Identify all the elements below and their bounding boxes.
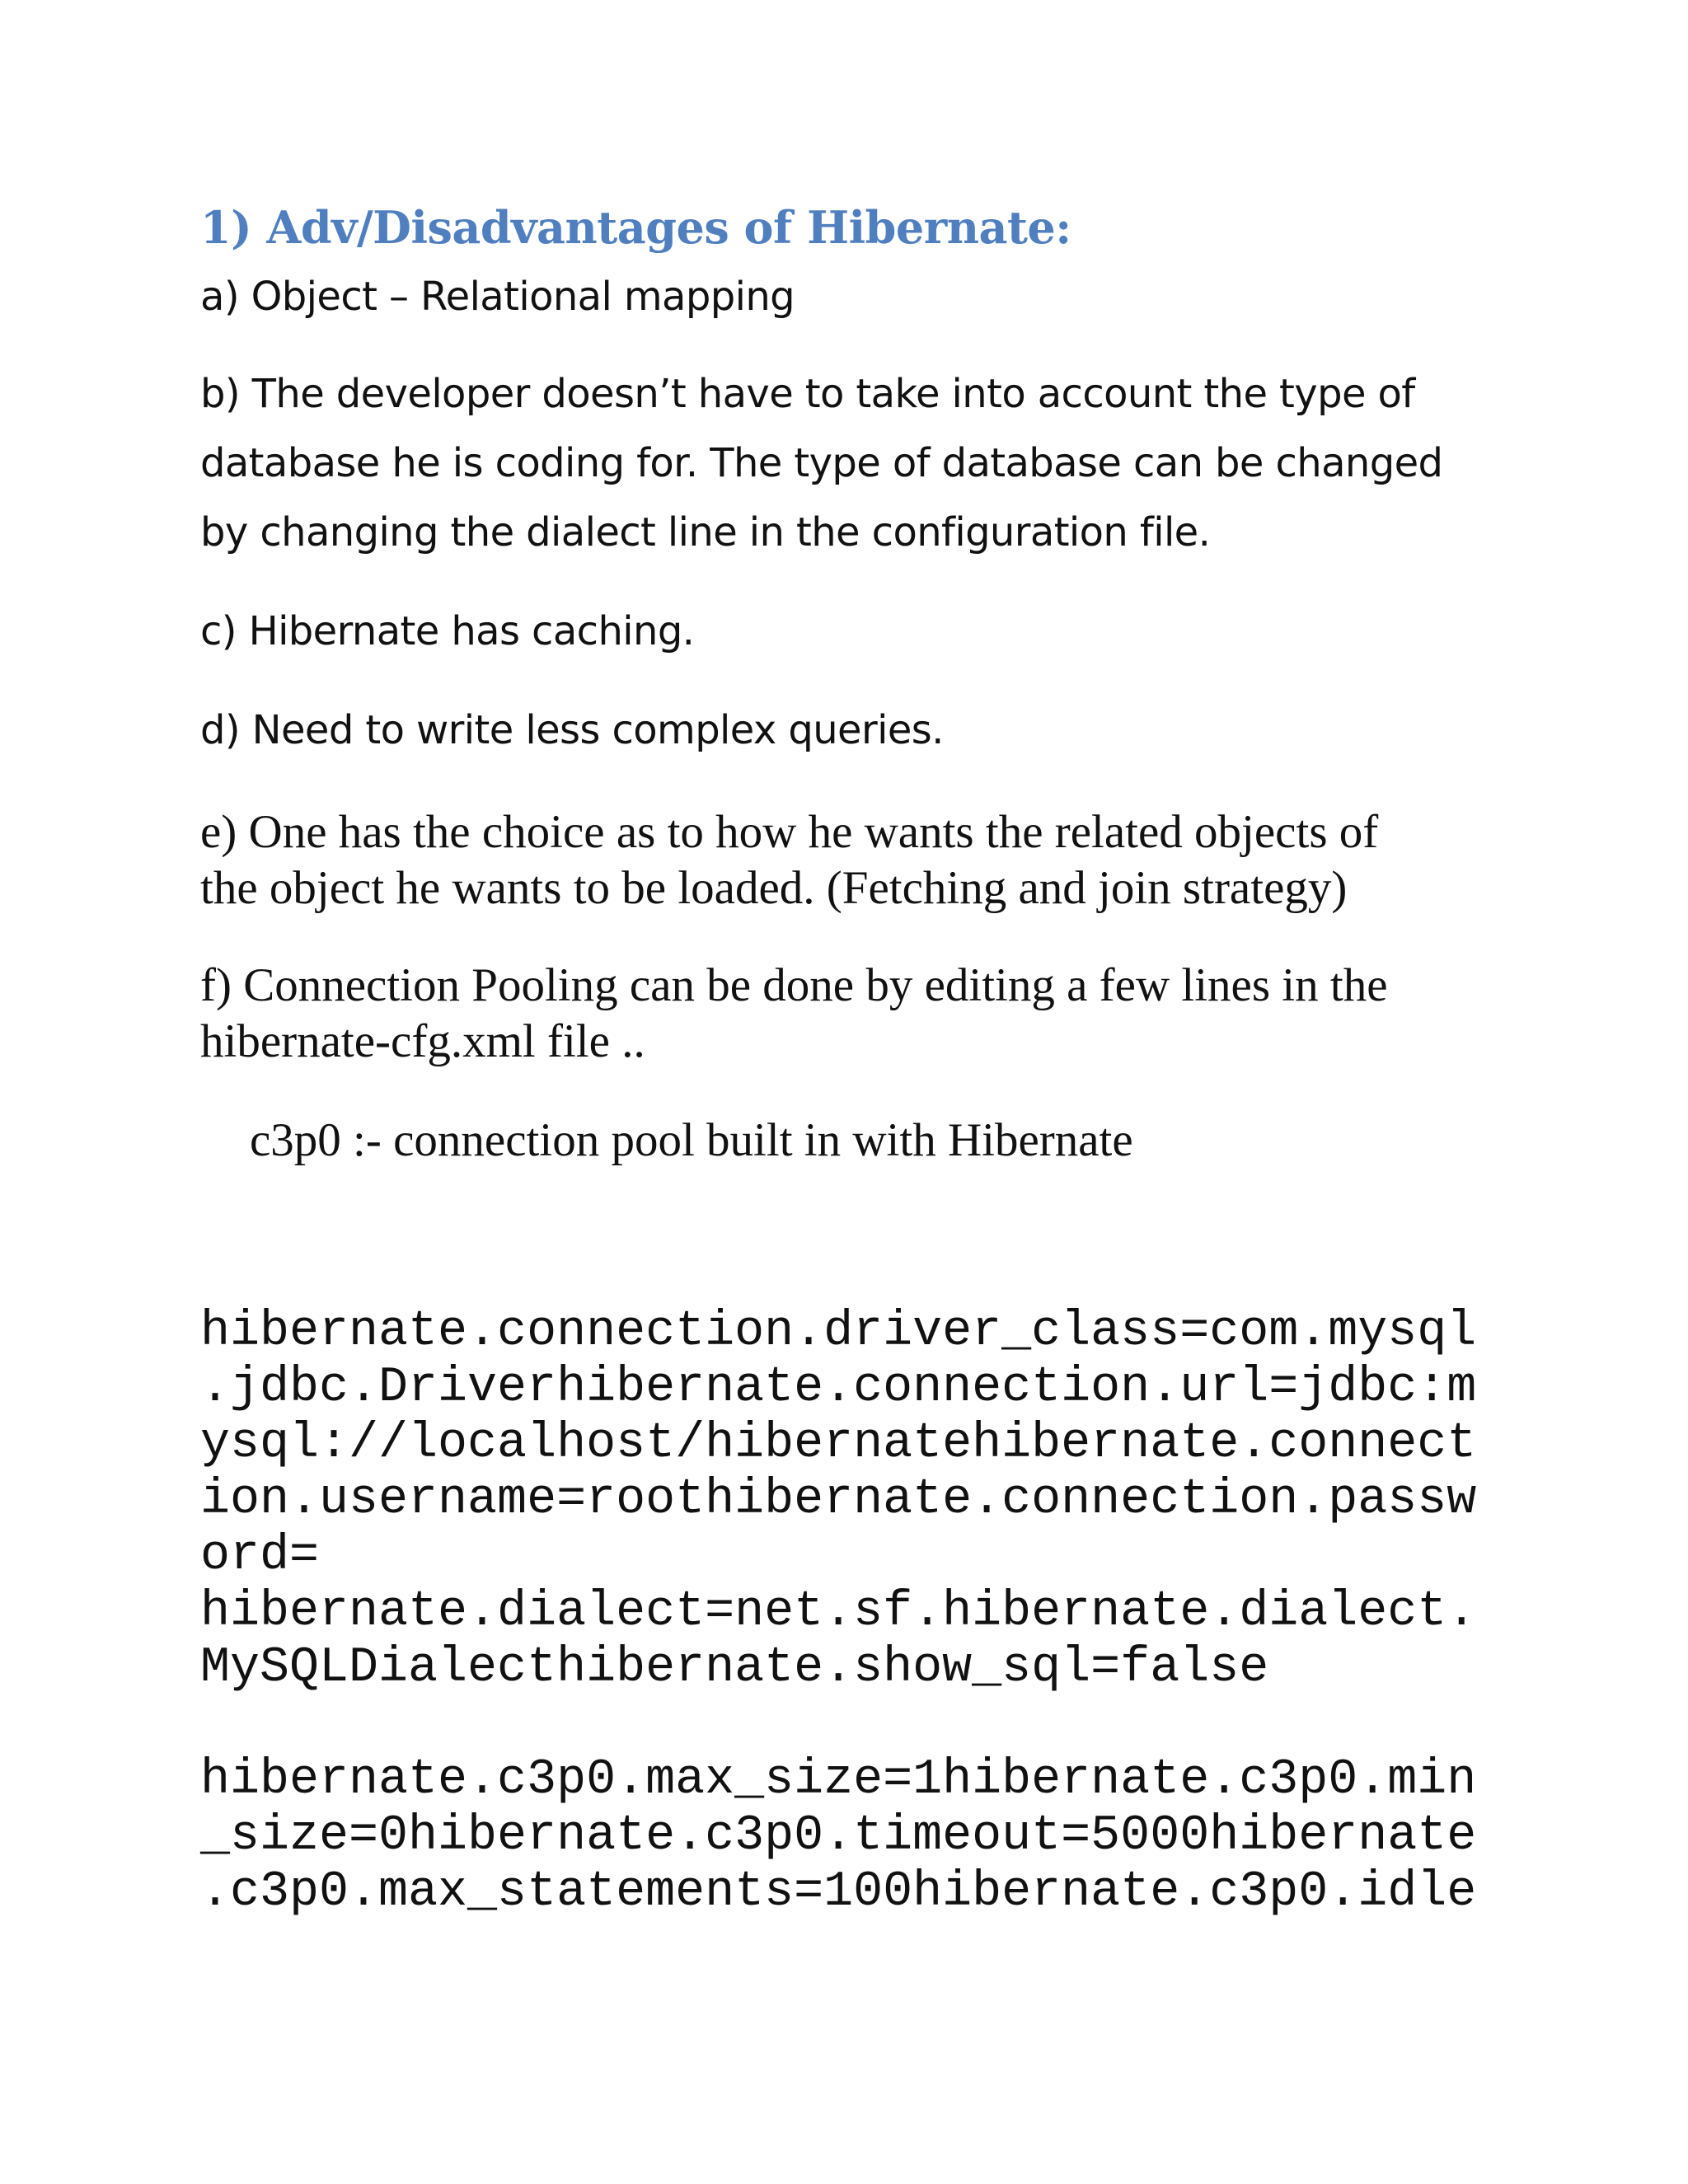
code-block-c3p0-properties [200, 1752, 1503, 1920]
list-item-f [200, 958, 1503, 1070]
code-line: hibernate.dialect=net.sf.hibernate.dialect. [200, 1584, 1477, 1640]
code-line: MySQLDialecthibernate.show_sql=false [200, 1640, 1269, 1696]
list-item-b [200, 359, 1503, 567]
code-line: ysql://localhost/hibernatehibernate.connect [200, 1416, 1477, 1472]
code-line: .c3p0.max_statements=100hibernate.c3p0.idle [200, 1864, 1477, 1920]
text-line: database he is coding for. The type of database can be changed [200, 440, 1443, 486]
text-line: e) One has the choice as to how he wants the related objects of [200, 806, 1379, 858]
text-line: c3p0 :- connection pool built in with Hibernate [250, 1114, 1133, 1166]
text-line: d) Need to write less complex queries. [200, 707, 944, 753]
code-line: _size=0hibernate.c3p0.timeout=5000hibernate [200, 1808, 1477, 1864]
text-line: a) Object – Relational mapping [200, 274, 795, 320]
list-item-e [200, 804, 1503, 916]
list-item-a [200, 262, 1503, 331]
c3p0-note [250, 1113, 1552, 1169]
list-item-c [200, 597, 1503, 666]
code-line: ord= [200, 1528, 320, 1584]
section-heading: 1) Adv/Disadvantages of Hibernate: [200, 201, 1071, 254]
code-line: ion.username=roothibernate.connection.passw [200, 1472, 1477, 1528]
list-item-d [200, 696, 1503, 765]
code-line: hibernate.connection.driver_class=com.mysql [200, 1304, 1477, 1360]
text-line: the object he wants to be loaded. (Fetching and join strategy) [200, 862, 1348, 914]
code-line: hibernate.c3p0.max_size=1hibernate.c3p0.min [200, 1752, 1477, 1808]
code-line: .jdbc.Driverhibernate.connection.url=jdbc:m [200, 1360, 1477, 1416]
text-line: b) The developer doesn’t have to take into account the type of [200, 371, 1415, 417]
text-line: hibernate-cfg.xml file .. [200, 1015, 645, 1067]
text-line: f) Connection Pooling can be done by editing a few lines in the [200, 959, 1388, 1011]
code-block-connection-properties [200, 1304, 1503, 1696]
text-line: c) Hibernate has caching. [200, 608, 695, 654]
text-line: by changing the dialect line in the configuration file. [200, 509, 1211, 555]
